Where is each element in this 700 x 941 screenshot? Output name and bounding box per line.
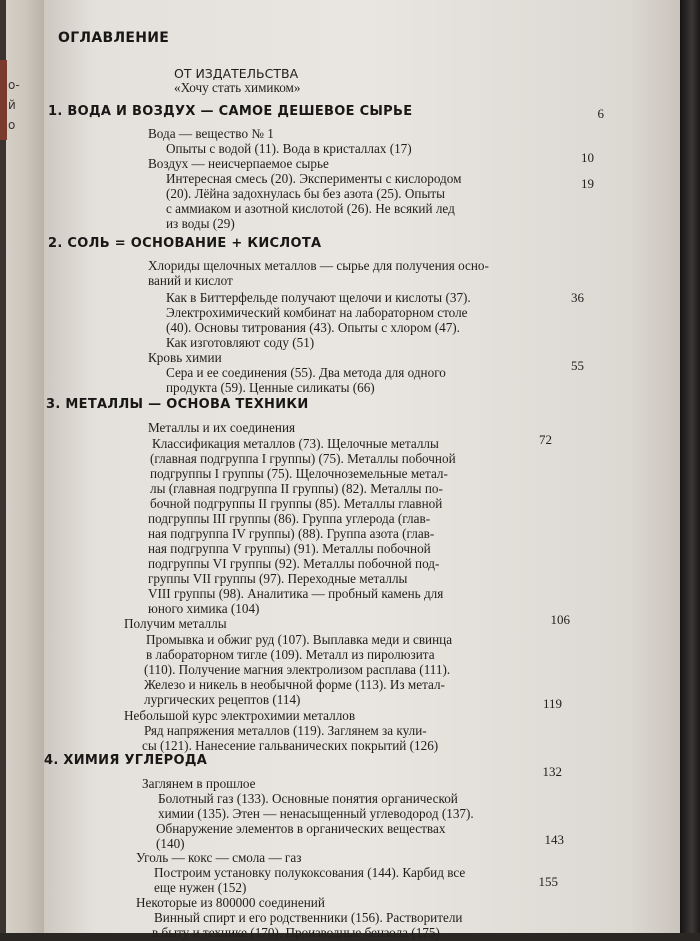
toc-line: группы VII группы (97). Переходные металлы	[148, 571, 408, 586]
toc-line: Построим установку полукоксования (144). Карбид все	[154, 865, 466, 880]
contents-page	[44, 0, 680, 940]
toc-line: юного химика (104)	[148, 601, 260, 616]
toc-line: Заглянем в прошлое	[142, 776, 256, 791]
toc-line: Вода — вещество № 1	[148, 126, 274, 141]
toc-line: бочной подгруппы II группы (85). Металлы главной	[150, 496, 443, 511]
adjacent-page-fragment: о	[8, 118, 16, 132]
toc-line: Кровь химии	[148, 350, 222, 365]
toc-page-coal: 143	[544, 832, 564, 847]
toc-line: Электрохимический комбинат на лабораторном столе	[166, 305, 468, 320]
toc-line: Промывка и обжиг руд (107). Выплавка меди и свинца	[146, 632, 453, 647]
toc-page-water: 10	[581, 150, 594, 165]
toc-line: ная подгруппа V группы) (91). Металлы побочной	[148, 541, 431, 556]
toc-page-past: 132	[542, 764, 562, 779]
chapter-1-page: 6	[597, 106, 604, 121]
toc-line: Металлы и их соединения	[148, 420, 296, 435]
toc-line: Хлориды щелочных металлов — сырье для получения осно-	[148, 258, 489, 273]
toc-line: Болотный газ (133). Основные понятия органической	[158, 791, 458, 806]
toc-line: Как изготовляют соду (51)	[166, 335, 315, 350]
toc-line: Небольшой курс электрохимии металлов	[124, 708, 356, 723]
toc-page-electro: 119	[542, 696, 562, 711]
toc-line: продукта (59). Ценные силикаты (66)	[166, 380, 375, 395]
chapter-2-title: 2. СОЛЬ = ОСНОВАНИЕ + КИСЛОТА	[48, 236, 322, 251]
toc-line: Сера и ее соединения (55). Два метода для одного	[166, 365, 446, 380]
toc-line: VIII группы (98). Аналитика — пробный камень для	[148, 586, 444, 601]
toc-line: (главная подгруппа I группы) (75). Металлы побочной	[150, 451, 456, 466]
toc-line: лургических рецептов (114)	[144, 692, 301, 707]
toc-line: (40). Основы титрования (43). Опыты с хлором (47).	[166, 320, 460, 335]
toc-page-get-metals: 106	[550, 612, 570, 627]
toc-line: подгруппы III группы (86). Группа углерода (глав-	[148, 511, 431, 526]
toc-line: в лабораторном тигле (109). Металл из пиролюзита	[146, 647, 435, 662]
toc-line: (140)	[156, 836, 185, 851]
toc-line: Уголь — кокс — смола — газ	[136, 850, 302, 865]
toc-line: подгруппы I группы (75). Щелочноземельные метал-	[150, 466, 448, 481]
toc-page-some: 155	[538, 874, 558, 889]
adjacent-page-fragment: й	[8, 98, 16, 112]
toc-line: Железо и никель в необычной форме (113). Из метал-	[144, 677, 445, 692]
toc-line: Винный спирт и его родственники (156). Растворители	[154, 910, 463, 925]
toc-page-air: 19	[581, 176, 594, 191]
toc-line: Ряд напряжения металлов (119). Заглянем за кули-	[144, 723, 427, 738]
chapter-1-title: 1. ВОДА И ВОЗДУХ — САМОЕ ДЕШЕВОЕ СЫРЬЕ	[48, 104, 413, 119]
toc-line: Интересная смесь (20). Эксперименты с кислородом	[166, 171, 462, 186]
toc-page-chlorides: 36	[571, 290, 584, 305]
toc-line: Воздух — неисчерпаемое сырье	[148, 156, 329, 171]
toc-line: Как в Биттерфельде получают щелочи и кислоты (37).	[166, 290, 471, 305]
toc-line: Обнаружение элементов в органических веществах	[156, 821, 446, 836]
toc-line: (20). Лёйна задохнулась бы без азота (25). Опыты	[166, 186, 445, 201]
toc-line: с аммиаком и азотной кислотой (26). Не всякий лед	[166, 201, 455, 216]
toc-page-metals: 72	[539, 432, 552, 447]
toc-front-publisher: ОТ ИЗДАТЕЛЬСТВА	[174, 66, 299, 81]
book-cover-right	[680, 0, 700, 933]
toc-line: в быту и технике (170). Производные бензола (175)	[152, 925, 440, 940]
toc-page-blood: 55	[571, 358, 584, 373]
toc-line: из воды (29)	[166, 216, 235, 231]
toc-line: подгруппы VI группы (92). Металлы побочной под-	[148, 556, 440, 571]
toc-line: (110). Получение магния электролизом расплава (111).	[144, 662, 451, 677]
adjacent-page-fragment: о-	[8, 78, 20, 92]
toc-line: Опыты с водой (11). Вода в кристаллах (17)	[166, 141, 412, 156]
toc-line: ваний и кислот	[148, 273, 233, 288]
page-title: ОГЛАВЛЕНИЕ	[58, 30, 170, 46]
toc-line: еще нужен (152)	[154, 880, 247, 895]
chapter-4-title: 4. ХИМИЯ УГЛЕРОДА	[44, 753, 208, 768]
toc-line: сы (121). Нанесение гальванических покрытий (126)	[142, 738, 439, 753]
toc-line: Классификация металлов (73). Щелочные металлы	[152, 436, 439, 451]
chapter-3-title: 3. МЕТАЛЛЫ — ОСНОВА ТЕХНИКИ	[46, 397, 309, 412]
toc-front-want-chemist: «Хочу стать химиком»	[174, 80, 301, 95]
toc-line: Получим металлы	[124, 616, 227, 631]
toc-line: ная подгруппа IV группы) (88). Группа азота (глав-	[148, 526, 435, 541]
bookmark-strip	[0, 60, 7, 140]
toc-line: химии (135). Этен — ненасыщенный углеводород (137).	[158, 806, 474, 821]
toc-line: Некоторые из 800000 соединений	[136, 895, 325, 910]
toc-line: лы (главная подгруппа II группы) (82). Металлы по-	[150, 481, 443, 496]
adjacent-page-edge	[0, 0, 44, 933]
